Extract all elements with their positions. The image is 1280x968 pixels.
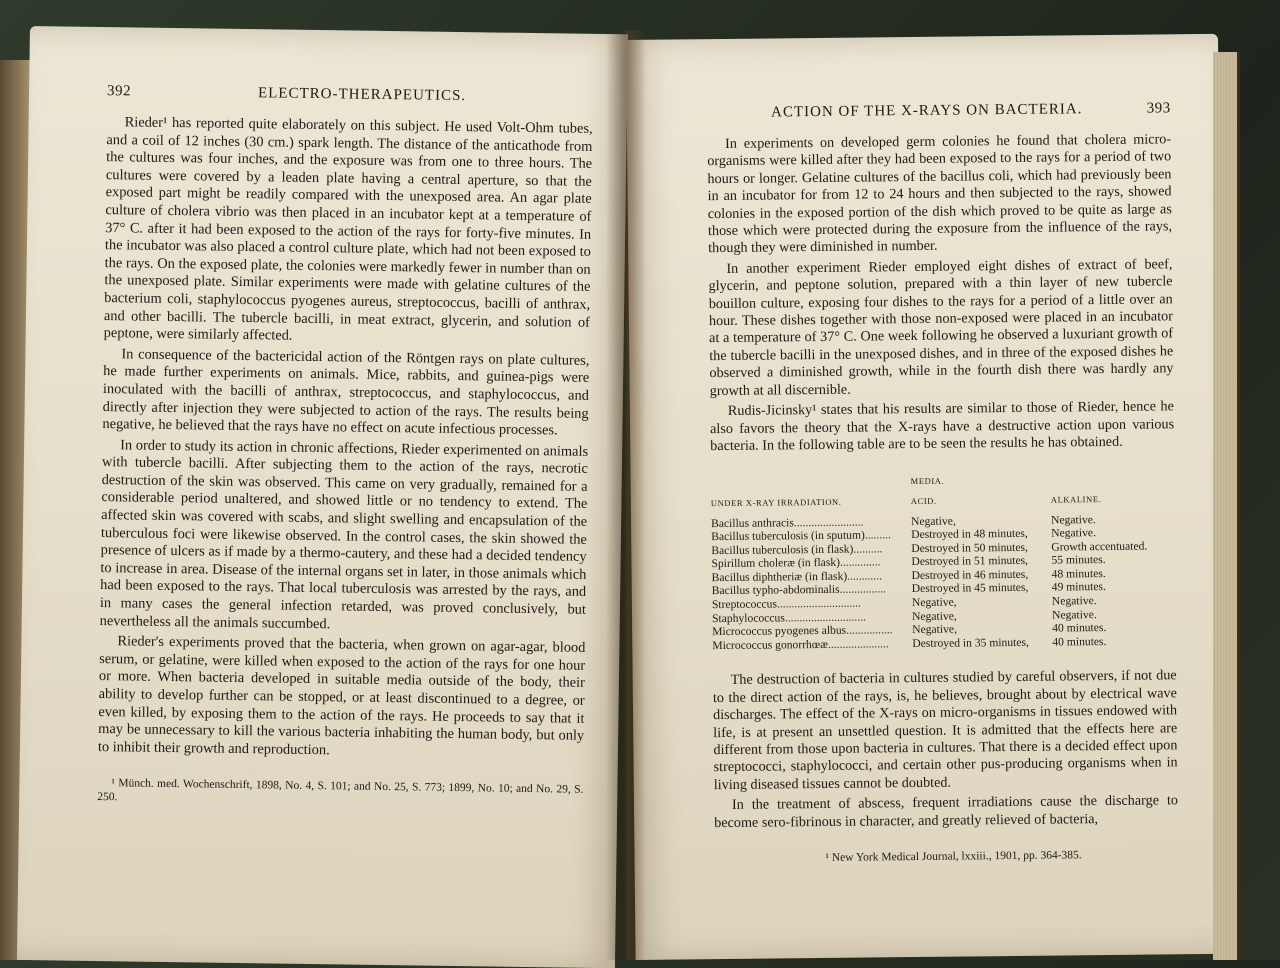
- table-header-alkaline: ALKALINE.: [1050, 493, 1102, 505]
- page-number: 392: [106, 83, 132, 100]
- table-cell-alkaline: Negative.: [1051, 607, 1097, 622]
- running-head-title: ELECTRO-THERAPEUTICS.: [257, 85, 467, 105]
- left-page: [17, 26, 628, 968]
- table-cell-acid: Negative,: [911, 609, 957, 623]
- left-body-text: [98, 114, 593, 763]
- footnote: ¹ New York Medical Journal, lxxiii., 1901, pp. 364-385.: [825, 849, 1082, 865]
- table-cell-acid: Destroyed in 48 minutes,: [911, 526, 1028, 542]
- table-header-organism: UNDER X-RAY IRRADIATION.: [710, 496, 842, 509]
- table-cell-alkaline: Negative.: [1050, 512, 1096, 527]
- table-cell-organism: Micrococcus gonorrhœæ.....................: [712, 637, 889, 652]
- dot-leader: ............: [847, 569, 883, 583]
- running-head-left: [107, 83, 593, 107]
- paragraph: Rieder¹ has reported quite elaborately on this subject. He used Volt-Ohm tubes, and a coil of 12 inches (30 cm.) spark length. The distance of the anticathode from the cultures was four inches, and the exposure was from one to three hours. The cultures were covered by a leaden plate having a central aperture, so that the exposed part might be readily compared with the unexposed area. An agar plate culture of cholera vibrio was then placed in an incubator kept at a temperature of 37° C. after it had been exposed to the action of the rays for forty-five minutes. In the incubator was also placed a control culture plate, which had not been exposed to the rays. On the exposed plate, the colonies were markedly fewer in number than on the unexposed plate. Similar experiments were made with gelatine cultures of the bacterium coli, staphylococcus pyogenes aureus, streptococcus, bacilli of anthrax, and other bacilli. The tubercle bacilli, in meat extract, glycerin, and solution of peptone, were similarly affected.: [103, 114, 593, 344]
- table-cell-alkaline: Growth accentuated.: [1051, 539, 1148, 554]
- table-cell-alkaline: 40 minutes.: [1052, 634, 1107, 649]
- table-header-acid: ACID.: [910, 495, 937, 506]
- table-cell-alkaline: 40 minutes.: [1052, 621, 1107, 635]
- table-cell-organism: Bacillus tuberculosis (in flask)..........: [711, 542, 883, 557]
- table-cell-organism: Bacillus anthracis........................: [710, 515, 864, 530]
- dot-leader: ............................: [784, 610, 867, 625]
- results-table: [711, 473, 1177, 653]
- dot-leader: .........: [864, 528, 891, 542]
- table-cell-acid: Destroyed in 50 minutes,: [911, 540, 1028, 555]
- table-cell-alkaline: 48 minutes.: [1051, 566, 1106, 581]
- table-cell-organism: Bacillus typho-abdominalis................: [711, 582, 887, 598]
- paragraph: In order to study its action in chronic affections, Rieder experimented on animals with tubercle bacilli. After subjecting them to the action of the rays, necrotic destruction of the skin was observed. This came on very gradually, remained for a considerable period unaltered, and showed little or no tendency to extend. The affected skin was covered with scabs, and slight swelling and encapsulation of the tuberculous foci were likewise observed. In the control cases, the skin showed the presence of ulcers as if made by a thermo-cautery, and these had a decided tendency to increase in area. Disease of the internal organs set in later, in those animals which had been exposed to the rays. That local tuberculosis was arrested by the rays, and in many cases the general infection retarded, was proved conclusively, but nevertheless all the animals succumbed.: [99, 436, 589, 632]
- dot-leader: ..............: [839, 555, 881, 570]
- footnote: ¹ Münch. med. Wochenschrift, 1898, No. 4, S. 101; and No. 25, S. 773; 1899, No. 10; and No. 29, S. 250.: [97, 777, 584, 804]
- table-cell-organism: Staphylococcus............................: [711, 610, 867, 625]
- table-cell-acid: Destroyed in 46 minutes,: [911, 567, 1029, 582]
- table-cell-organism: Spirillum choleræ (in flask)..............: [711, 555, 881, 571]
- table-cell-acid: Negative,: [911, 595, 957, 610]
- dot-leader: ................: [846, 623, 893, 637]
- table-cell-alkaline: 55 minutes.: [1051, 553, 1106, 567]
- table-cell-alkaline: Negative.: [1051, 594, 1097, 608]
- paragraph: Rieder's experiments proved that the bacteria, when grown on agar-agar, blood serum, or gelatine, were killed when exposed to the action of the rays for one hour or more. When bacteria developed in suitable media outside of the body, their ability to develop further can be stopped, or at least discontinued to a degree, or even killed, by exposing them to the action of the rays. He proceeds to say that it may be unnecessary to kill the various bacteria inhabiting the human body, but only to inhibit their growth and reproduction.: [97, 633, 586, 759]
- table-header-media: MEDIA.: [910, 476, 945, 487]
- right-body-text-after: [713, 668, 1179, 833]
- page-number: 393: [1146, 100, 1171, 117]
- results-table-body: [711, 512, 1176, 653]
- right-page: [626, 34, 1228, 960]
- paragraph: Rudis-Jicinsky¹ states that his results are similar to those of Rieder, hence he also favors the theory that the X-rays have a destructive action upon various bacteria. In the following table are to be seen the results he has obtained.: [709, 398, 1175, 455]
- table-cell-alkaline: 49 minutes.: [1051, 580, 1106, 595]
- paragraph: The destruction of bacteria in cultures studied by careful observers, if not due to the direct action of the rays, is, he believes, brought about by electrical wave discharges. The effect of the X-rays on micro-organisms in tissues endowed with life, is at present an unsettled question. It is admitted that the effects here are different from those upon bacteria in cultures. That there is a decided effect upon streptococci, staphylococci, and certain other pus-producing organisms when in living diseased tissues cannot be doubted.: [712, 667, 1178, 793]
- dot-leader: .............................: [776, 596, 862, 611]
- dot-leader: ..........: [853, 542, 883, 556]
- running-head-title: ACTION OF THE X-RAYS ON BACTERIA.: [770, 101, 1083, 121]
- table-cell-organism: Micrococcus pyogenes albus................: [712, 623, 893, 639]
- table-cell-organism: Bacillus tuberculosis (in sputum).........: [711, 528, 891, 544]
- paragraph: In consequence of the bactericidal action of the Röntgen rays on plate cultures, he made further experiments on animals. Mice, rabbits, and guinea-pigs were inoculated with the bacilli of anthrax, streptococcus, and staphylococcus, and directly after injection they were subjected to action of the rays. The results being negative, he believed that the rays have no effect on acute infectious processes.: [102, 346, 590, 439]
- book-gutter: [606, 30, 646, 960]
- running-head-right: [707, 100, 1171, 122]
- table-cell-organism: Streptococcus.............................: [711, 596, 862, 612]
- dot-leader: ................: [839, 582, 887, 597]
- table-cell-acid: Destroyed in 45 minutes,: [911, 581, 1029, 596]
- table-cell-acid: Destroyed in 51 minutes,: [911, 554, 1029, 569]
- table-cell-acid: Negative,: [910, 514, 956, 528]
- dot-leader: .....................: [827, 637, 889, 651]
- table-cell-alkaline: Negative.: [1051, 526, 1097, 540]
- paragraph: In experiments on developed germ colonies he found that cholera micro-organisms were killed after they had been exposed to the rays for a period of two hours or longer. Gelatine cultures of the bacillus coli, which had previously been in an incubator for from 12 to 24 hours and then subjected to the rays, showed colonies in the exposed portion of the dish which proved to be quite as large as those which were protected during the exposure from the influence of the rays, though they were diminished in number.: [707, 131, 1173, 257]
- paragraph: In the treatment of abscess, frequent irradiations cause the discharge to become sero-fibrinous in character, and greatly relieved of bacteria,: [714, 792, 1179, 831]
- table-cell-acid: Negative,: [912, 622, 958, 637]
- page-block-edge: [1213, 52, 1240, 960]
- dot-leader: ........................: [793, 515, 864, 529]
- table-cell-acid: Destroyed in 35 minutes,: [912, 635, 1029, 650]
- right-body-text: [707, 131, 1174, 455]
- paragraph: In another experiment Rieder employed eight dishes of extract of beef, glycerin, and peptone solution, prepared with a thin layer of new tubercle bouillon culture, exposing four dishes to the rays for a period of a little over an hour. These dishes together with those non-exposed were placed in an incubator at a temperature of 37° C. One week following he observed a luxuriant growth of the tubercle bacilli in the unexposed dishes, and in three of the exposed dishes he observed a diminished growth, while in the fourth dish there was hardly any growth at all discernible.: [708, 256, 1174, 399]
- table-cell-organism: Bacillus diphtheriæ (in flask)............: [711, 569, 883, 585]
